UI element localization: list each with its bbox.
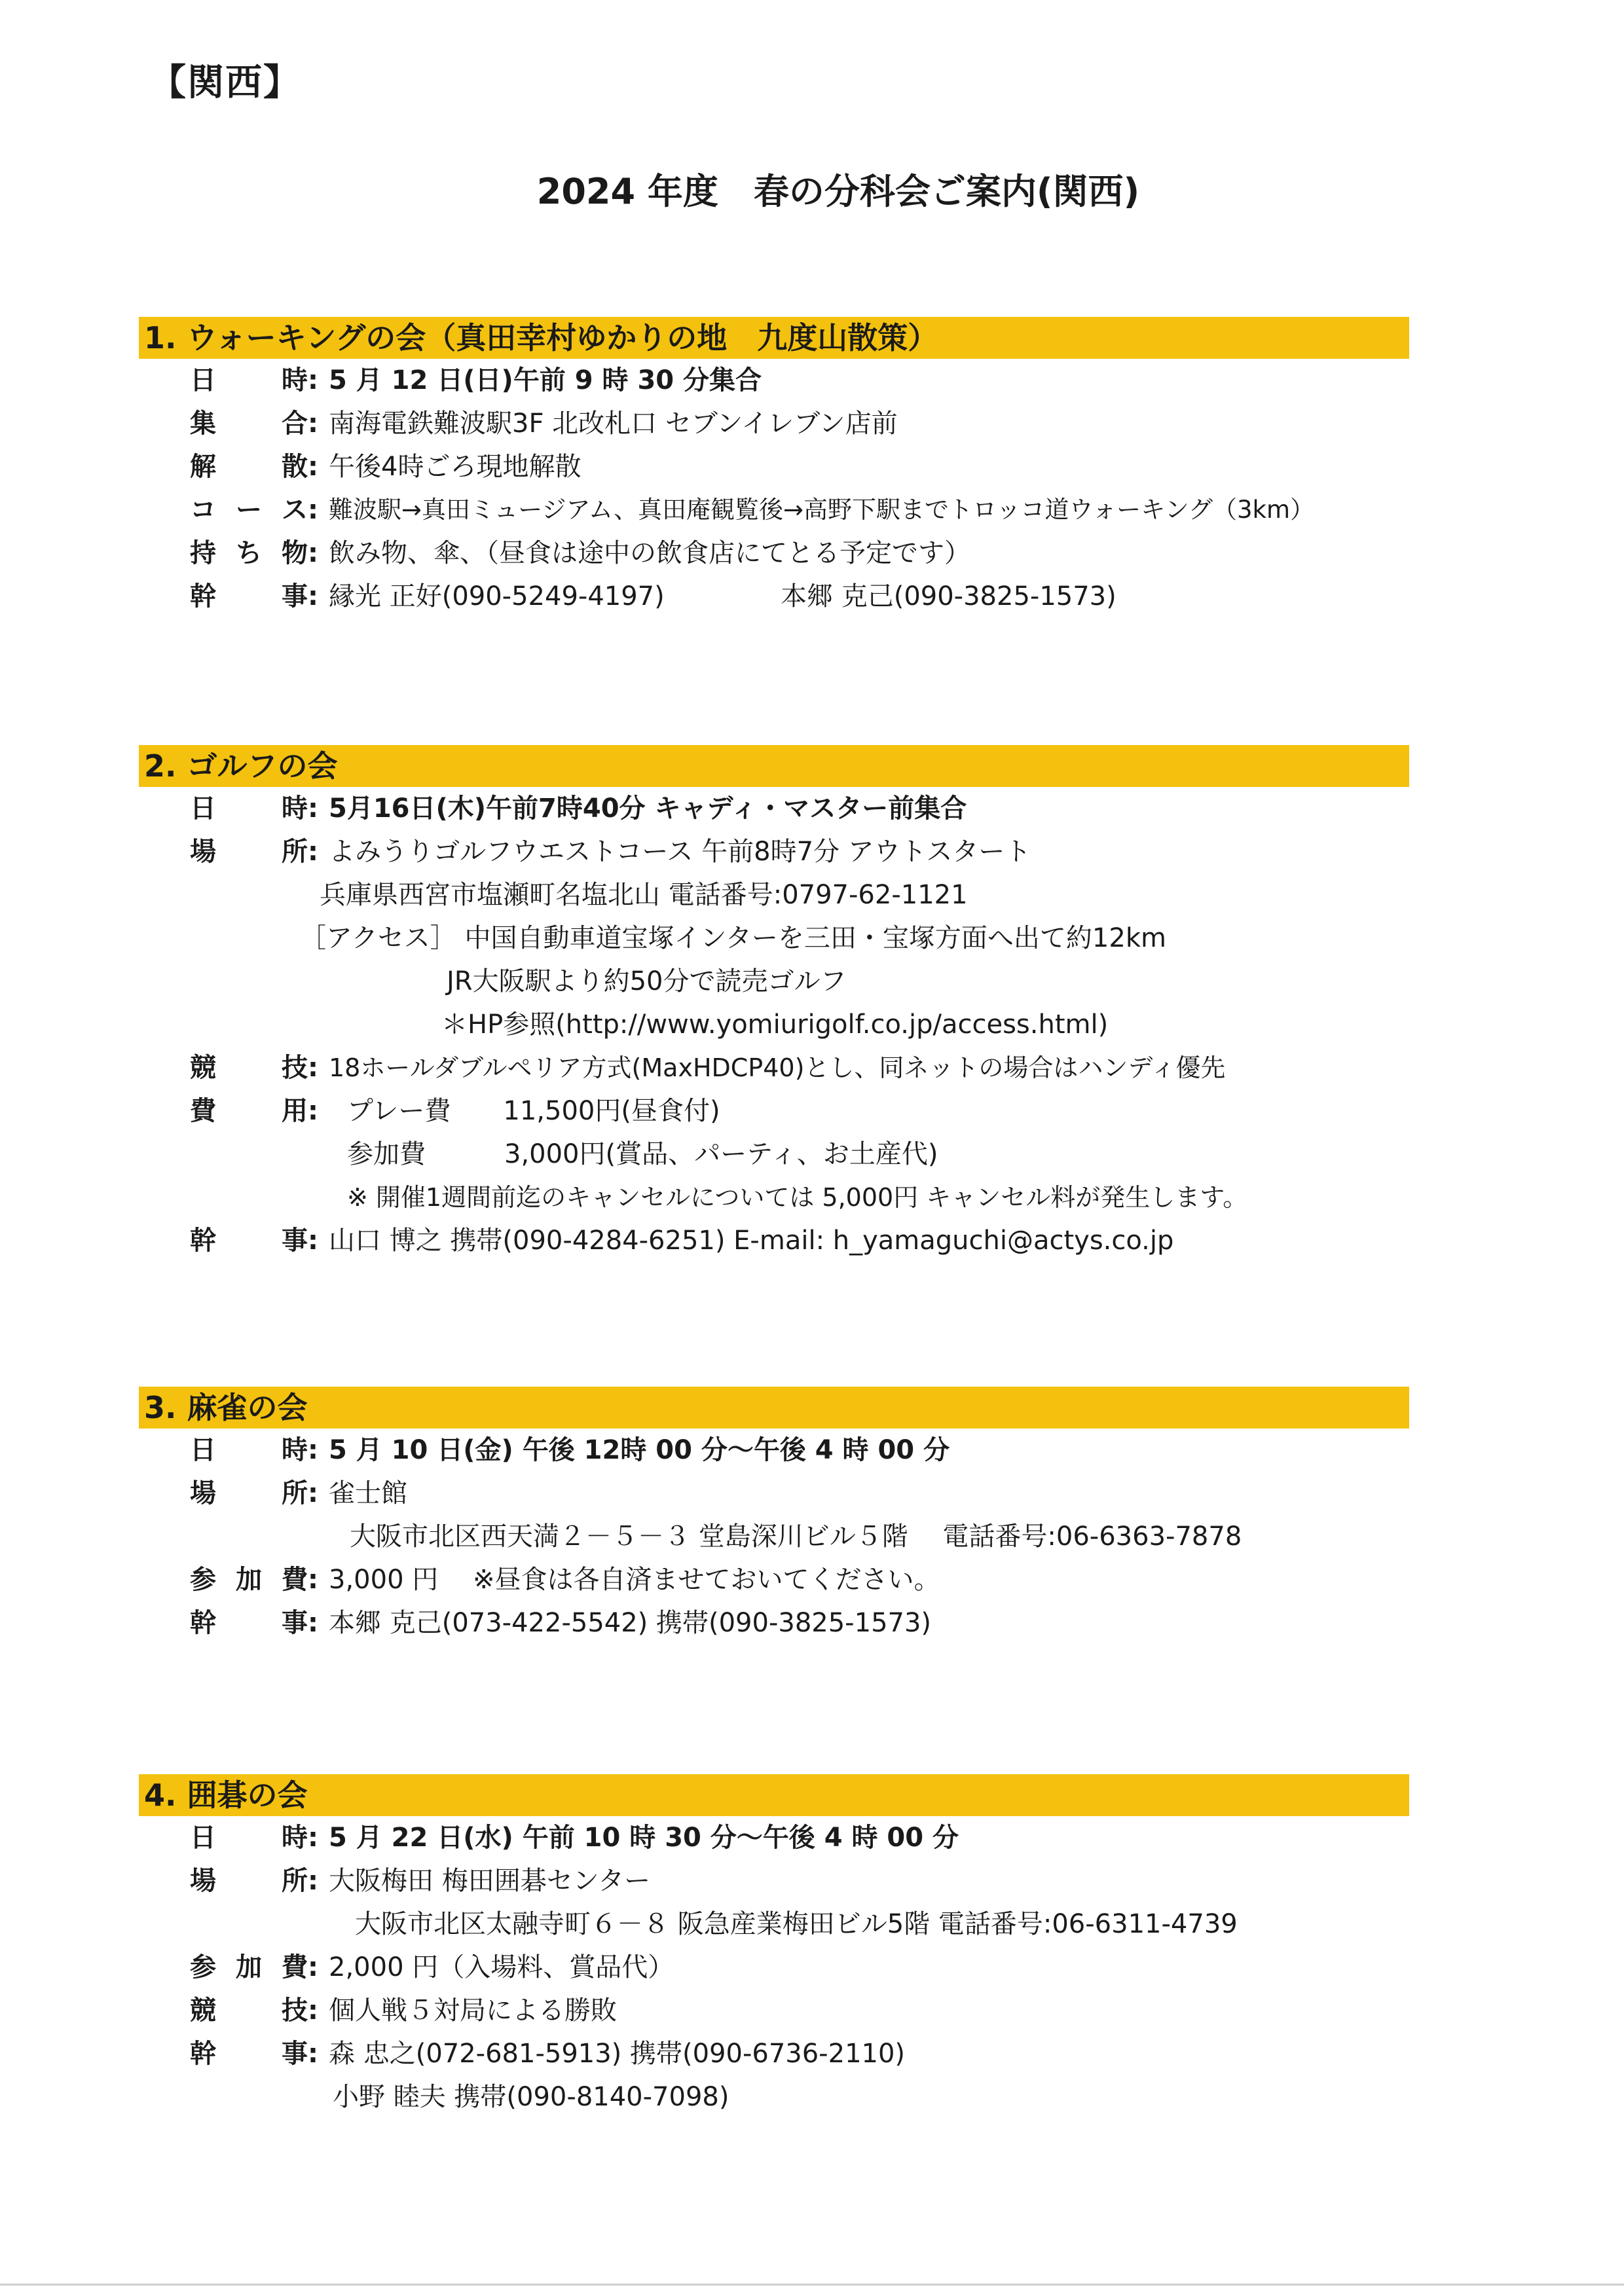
detail-row: 集 合 : 南海電鉄難波駅3F 北改札口 セブンイレブン店前 — [139, 402, 1409, 445]
detail-row: 幹 事 : 本郷 克己(073-422-5542) 携帯(090-3825-1573) — [139, 1601, 1409, 1645]
detail-row: 幹 事 : 縁光 正好(090-5249-4197) 本郷 克己(090-3825-1573) — [139, 575, 1409, 618]
row-value: 5 月 12 日(日)午前 9 時 30 分集合 — [329, 365, 762, 395]
row-label: 場 所 — [190, 837, 308, 867]
row-label: 場 所 — [190, 1478, 308, 1508]
row-value: 3,000 円 ※昼食は各自済ませておいてください。 — [329, 1565, 940, 1595]
row-value: 5月16日(木)午前7時40分 キャディ・マスター前集合 — [329, 793, 967, 824]
row-label: 幹 事 — [190, 1226, 308, 1256]
detail-row: 場 所 : よみうりゴルフウエストコース 午前8時7分 アウトスタート — [139, 830, 1409, 873]
row-value: 5 月 10 日(金) 午後 12時 00 分～午後 4 時 00 分 — [329, 1435, 950, 1465]
detail-row: 参 加 費 : 2,000 円（入場料、賞品代） — [139, 1946, 1409, 1989]
row-value: ＊HP参照(http://www.yomiurigolf.co.jp/access.html) — [441, 1010, 1109, 1040]
detail-row: 幹 事 : 山口 博之 携帯(090-4284-6251) E-mail: h_yamaguchi@actys.co.jp — [139, 1219, 1409, 1262]
scan-edge-divider — [0, 2284, 1624, 2286]
row-label: 集 合 — [190, 409, 308, 439]
row-value: 個人戦５対局による勝敗 — [329, 1995, 617, 2026]
section-mahjong — [139, 1387, 1409, 1645]
row-value: 大阪市北区西天満２－５－３ 堂島深川ビル５階 電話番号:06-6363-7878 — [350, 1522, 1242, 1552]
row-value: 飲み物、傘、（昼食は途中の飲食店にてとる予定です） — [329, 538, 970, 568]
row-label: 参 加 費 — [190, 1565, 308, 1595]
row-label: コ ー ス — [190, 495, 308, 525]
row-value: プレー費 11,500円(昼食付) — [347, 1096, 720, 1126]
detail-row: 幹 事 : 森 忠之(072-681-5913) 携帯(090-6736-2110) — [139, 2032, 1409, 2075]
row-label: 日 時 — [190, 1435, 308, 1465]
row-label: 日 時 — [190, 793, 308, 824]
detail-row: 費 用 : プレー費 11,500円(昼食付) — [139, 1089, 1409, 1133]
row-label: 日 時 — [190, 1823, 308, 1853]
row-label: 場 所 — [190, 1866, 308, 1896]
row-value: 南海電鉄難波駅3F 北改札口 セブンイレブン店前 — [329, 409, 898, 439]
row-value: 森 忠之(072-681-5913) 携帯(090-6736-2110) — [329, 2039, 906, 2069]
detail-row: 競 技 : 個人戦５対局による勝敗 — [139, 1989, 1409, 2032]
detail-row: 参 加 費 : 3,000 円 ※昼食は各自済ませておいてください。 — [139, 1558, 1409, 1601]
row-label: 幹 事 — [190, 2039, 308, 2069]
row-label: 競 技 — [190, 1995, 308, 2026]
row-label: 幹 事 — [190, 581, 308, 611]
row-value: 18ホールダブルペリア方式(MaxHDCP40)とし、同ネットの場合はハンディ優先 — [329, 1053, 1226, 1082]
row-label: 幹 事 — [190, 1608, 308, 1638]
row-label: 日 時 — [190, 365, 308, 395]
row-value-secondary: 本郷 克己(090-3825-1573) — [781, 581, 1116, 611]
section-heading: 4. 囲碁の会 — [139, 1774, 1409, 1816]
row-label: 持 ち 物 — [190, 538, 308, 568]
row-value: 2,000 円（入場料、賞品代） — [329, 1952, 674, 1982]
row-label: 競 技 — [190, 1053, 308, 1083]
row-value: 5 月 22 日(水) 午前 10 時 30 分～午後 4 時 00 分 — [329, 1823, 959, 1853]
section-walking — [139, 317, 1409, 618]
section-go — [139, 1774, 1409, 2119]
detail-row: 日 時 : 5 月 12 日(日)午前 9 時 30 分集合 — [139, 359, 1409, 402]
section-heading: 3. 麻雀の会 — [139, 1387, 1409, 1429]
row-value: 大阪市北区太融寺町６－８ 阪急産業梅田ビル5階 電話番号:06-6311-4739 — [355, 1909, 1238, 1939]
detail-row: 競 技 : 18ホールダブルペリア方式(MaxHDCP40)とし、同ネットの場合はハンディ優先 — [139, 1046, 1409, 1089]
section-heading: 2. ゴルフの会 — [139, 745, 1409, 787]
detail-row: 日 時 : 5月16日(木)午前7時40分 キャディ・マスター前集合 — [139, 787, 1409, 830]
detail-row — [139, 1003, 1409, 1046]
region-label: 【関西】 — [149, 62, 301, 104]
row-value: 難波駅→真田ミュージアム、真田庵観覧後→高野下駅までトロッコ道ウォーキング（3km） — [329, 496, 1314, 524]
row-value: 小野 睦夫 携帯(090-8140-7098) — [333, 2082, 729, 2112]
row-value: よみうりゴルフウエストコース 午前8時7分 アウトスタート — [329, 837, 1031, 867]
detail-row: 日 時 : 5 月 22 日(水) 午前 10 時 30 分～午後 4 時 00 分 — [139, 1816, 1409, 1859]
detail-row — [139, 917, 1409, 960]
row-value: 兵庫県西宮市塩瀬町名塩北山 電話番号:0797-62-1121 — [320, 880, 968, 910]
row-value: 山口 博之 携帯(090-4284-6251) E-mail: h_yamaguchi@actys.co.jp — [329, 1226, 1174, 1256]
row-value: JR大阪駅より約50分で読売ゴルフ — [447, 966, 847, 996]
section-golf — [139, 745, 1409, 1262]
row-label: 解 散 — [190, 452, 308, 482]
detail-row: 日 時 : 5 月 10 日(金) 午後 12時 00 分～午後 4 時 00 分 — [139, 1429, 1409, 1472]
row-label: 費 用 — [190, 1096, 308, 1126]
row-label: 参 加 費 — [190, 1952, 308, 1982]
section-heading: 1. ウォーキングの会（真田幸村ゆかりの地 九度山散策） — [139, 317, 1409, 359]
document-title: 2024 年度 春の分科会ご案内(関西) — [536, 171, 1140, 212]
row-value: ※ 開催1週間前迄のキャンセルについては 5,000円 キャンセル料が発生します。 — [347, 1183, 1248, 1212]
row-value: ［アクセス］ 中国自動車道宝塚インターを三田・宝塚方面へ出て約12km — [300, 923, 1166, 953]
detail-row: 場 所 : 大阪梅田 梅田囲碁センター — [139, 1859, 1409, 1903]
row-value: 本郷 克己(073-422-5542) 携帯(090-3825-1573) — [329, 1608, 932, 1638]
row-value: 雀士館 — [329, 1478, 407, 1508]
detail-row — [139, 960, 1409, 1003]
detail-row: 解 散 : 午後4時ごろ現地解散 — [139, 445, 1409, 488]
detail-row — [139, 1515, 1409, 1558]
row-value: 大阪梅田 梅田囲碁センター — [329, 1866, 651, 1896]
detail-row: 場 所 : 雀士館 — [139, 1472, 1409, 1515]
row-value: 参加費 3,000円(賞品、パーティ、お土産代) — [347, 1139, 938, 1169]
detail-row — [139, 1176, 1409, 1219]
detail-row — [139, 1133, 1409, 1176]
detail-row — [139, 873, 1409, 917]
row-value: 午後4時ごろ現地解散 — [329, 452, 581, 482]
detail-row: コ ー ス : 難波駅→真田ミュージアム、真田庵観覧後→高野下駅までトロッコ道ウォーキング（3km） — [139, 488, 1409, 532]
row-value: 縁光 正好(090-5249-4197) — [329, 581, 665, 611]
detail-row — [139, 1903, 1409, 1946]
detail-row — [139, 2075, 1409, 2119]
detail-row: 持 ち 物 : 飲み物、傘、（昼食は途中の飲食店にてとる予定です） — [139, 532, 1409, 575]
